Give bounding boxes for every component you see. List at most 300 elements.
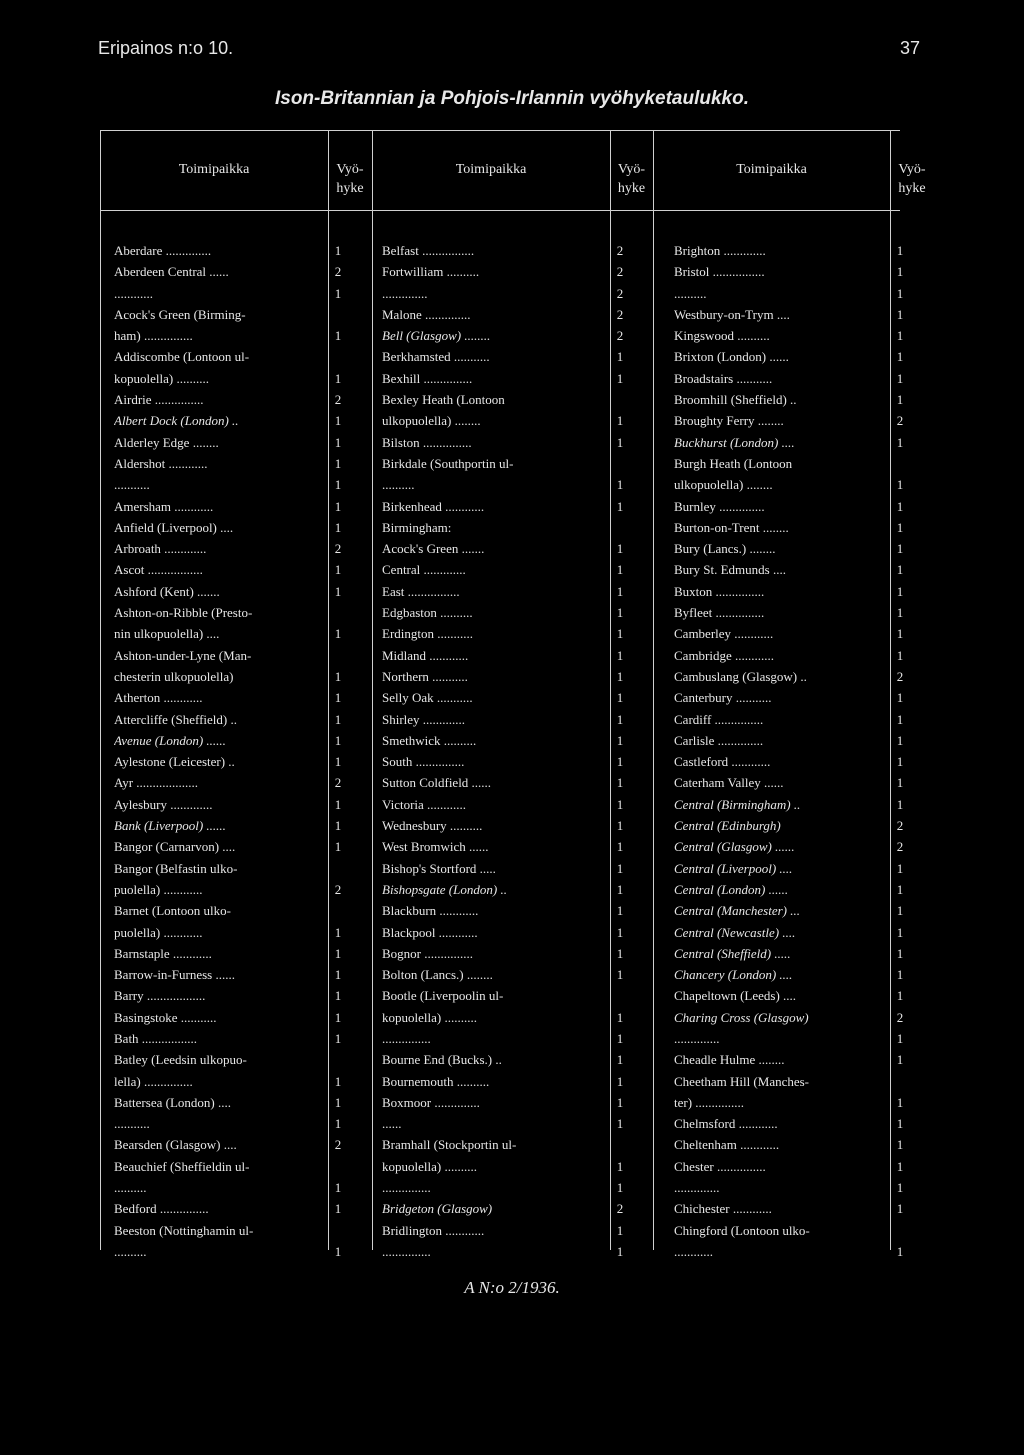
zone-value: 1 (334, 668, 342, 684)
zone-value: 1 (334, 1243, 342, 1259)
zone-value: 1 (896, 988, 904, 1004)
zone-value: 1 (896, 690, 904, 706)
place-name: Bramhall (Stockportin ul- (382, 1137, 517, 1153)
place-name: Northern ........... (382, 668, 468, 684)
zone-value: 1 (334, 1094, 342, 1110)
table-row (674, 261, 924, 282)
zone-value: 1 (616, 370, 624, 386)
table-row (382, 858, 648, 879)
place-name: Shirley ............. (382, 711, 466, 727)
zone-value: 1 (616, 903, 624, 919)
place-name: Brighton ............. (674, 243, 766, 258)
place-name: South ............... (382, 754, 465, 770)
table-row (674, 1092, 924, 1113)
zone-value: 1 (896, 711, 904, 727)
place-name: Batley (Leedsin ulkopuo- (114, 1052, 247, 1068)
table-row (114, 623, 366, 644)
table-row (674, 815, 924, 836)
column-header-place-2: Toimipaikka (455, 162, 527, 177)
place-name: Bexley Heath (Lontoon (382, 392, 505, 408)
page-number: 37 (899, 38, 920, 58)
place-name: Edgbaston .......... (382, 605, 473, 621)
place-name: East ................ (382, 583, 460, 599)
table-row (114, 730, 366, 751)
table-row (382, 602, 648, 623)
table-row (382, 709, 648, 730)
zone-value: 1 (616, 775, 624, 791)
place-name: kopuolella) .......... (382, 1009, 477, 1025)
zone-value: 1 (334, 1201, 342, 1217)
place-name: Chapeltown (Leeds) .... (674, 988, 797, 1004)
zone-value: 1 (896, 519, 904, 535)
zone-value: 1 (896, 583, 904, 599)
place-name: Bishop's Stortford ..... (382, 860, 496, 876)
table-row (382, 325, 648, 346)
table-row (382, 900, 648, 921)
table-row (382, 1049, 648, 1070)
place-name: Central ............. (382, 562, 466, 578)
place-name: Barry .................. (114, 988, 206, 1004)
place-name: Bolton (Lancs.) ........ (382, 967, 493, 983)
zone-value: 1 (334, 562, 342, 578)
table-row (382, 666, 648, 687)
zone-value: 1 (896, 434, 904, 450)
table-row (382, 1134, 648, 1155)
table-row (674, 1177, 924, 1198)
column-header-place-3: Toimipaikka (736, 162, 807, 177)
table-row (674, 581, 924, 602)
table-row (114, 1113, 366, 1134)
place-name: Addiscombe (Lontoon ul- (114, 349, 250, 365)
zone-value: 1 (896, 605, 904, 621)
table-row (382, 985, 648, 1006)
table-row (382, 538, 648, 559)
zone-value: 1 (616, 818, 624, 834)
zone-value: 1 (616, 1158, 624, 1174)
place-name: Alderley Edge ........ (114, 434, 219, 450)
zone-value: 1 (334, 988, 342, 1004)
zone-value: 1 (896, 1137, 904, 1153)
place-name: Acock's Green ....... (382, 541, 485, 557)
place-name: Cheadle Hulme ........ (674, 1052, 785, 1068)
table-row (674, 709, 924, 730)
table-row (114, 1028, 366, 1049)
zone-value: 1 (334, 519, 342, 535)
place-name: Bangor (Belfastin ulko- (114, 860, 238, 876)
zone-value: 1 (616, 668, 624, 684)
column-header-zone-1: Vyö- hyke (336, 162, 364, 196)
column-header-zone-3: Vyö- hyke (898, 162, 926, 196)
table-row (114, 794, 366, 815)
zone-value: 1 (896, 392, 904, 408)
place-name: Buckhurst (London) .... (674, 434, 795, 450)
zone-value: 1 (896, 1201, 904, 1217)
table-row (114, 1049, 366, 1070)
zone-value: 2 (896, 668, 904, 684)
place-name: Ashton-under-Lyne (Man- (114, 647, 252, 663)
place-name: Cheetham Hill (Manches- (674, 1073, 810, 1089)
table-row (382, 794, 648, 815)
zone-value: 1 (896, 285, 904, 301)
zone-value: 1 (896, 370, 904, 386)
zone-value: 1 (334, 455, 342, 471)
zone-value: 1 (616, 690, 624, 706)
table-row (114, 985, 366, 1006)
zone-value: 1 (616, 967, 624, 983)
place-name: Battersea (London) .... (114, 1094, 231, 1110)
table-row (674, 900, 924, 921)
column-3 (674, 240, 924, 1262)
zone-value: 2 (334, 541, 342, 557)
table-row (382, 389, 648, 410)
zone-value: 1 (896, 647, 904, 663)
zone-value: 1 (334, 498, 342, 514)
place-name: Broomhill (Sheffield) .. (674, 392, 797, 408)
zone-value: 1 (896, 945, 904, 961)
zone-value: 1 (896, 477, 904, 493)
zone-value: 1 (616, 562, 624, 578)
place-name: West Bromwich ...... (382, 839, 489, 855)
place-name: Arbroath ............. (114, 541, 207, 557)
table-row (382, 943, 648, 964)
zone-value: 1 (896, 1052, 904, 1068)
place-name: Birkdale (Southportin ul- (382, 455, 514, 471)
place-name: Burnley .............. (674, 498, 765, 514)
place-name: Anfield (Liverpool) .... (114, 519, 234, 535)
zone-value: 1 (616, 1030, 624, 1046)
table-row (674, 496, 924, 517)
table-row (382, 368, 648, 389)
place-name: Central (Glasgow) ...... (674, 839, 795, 855)
place-name: ............... (382, 1243, 431, 1259)
place-name: Sutton Coldfield ...... (382, 775, 492, 791)
table-row (114, 346, 366, 367)
place-name: ............ (114, 285, 153, 301)
place-name: ulkopuolella) ........ (674, 477, 773, 493)
place-name: Central (London) ...... (674, 881, 789, 897)
place-name: Central (Sheffield) ..... (674, 945, 791, 961)
column-2 (382, 240, 648, 1262)
zone-value: 1 (616, 498, 624, 514)
zone-value: 1 (616, 924, 624, 940)
table-row (674, 346, 924, 367)
table-row (674, 858, 924, 879)
zone-value: 2 (616, 1201, 624, 1217)
place-name: .......... (382, 477, 415, 493)
zone-value: 2 (334, 264, 342, 280)
zone-value: 1 (616, 1180, 624, 1196)
page-title: Ison-Britannian ja Pohjois-Irlannin vyöhyketaulukko. (274, 88, 750, 109)
place-name: .......... (114, 1243, 147, 1259)
place-name: Cambridge ............ (674, 647, 775, 663)
place-name: kopuolella) .......... (382, 1158, 477, 1174)
table-row (114, 517, 366, 538)
table-row (114, 772, 366, 793)
place-name: Aberdeen Central ...... (114, 264, 229, 280)
table-row (382, 1028, 648, 1049)
table-row (114, 1241, 366, 1262)
place-name: Amersham ............ (114, 498, 214, 514)
zone-value: 1 (334, 711, 342, 727)
place-name: Bristol ................ (674, 264, 765, 280)
place-name: Albert Dock (London) .. (114, 413, 239, 429)
column-1 (114, 240, 366, 1262)
table-row (114, 1220, 366, 1241)
zone-value: 1 (334, 626, 342, 642)
zone-value: 1 (896, 775, 904, 791)
table-row (674, 794, 924, 815)
zone-value: 1 (896, 562, 904, 578)
place-name: nin ulkopuolella) .... (114, 626, 220, 642)
table-row (382, 304, 648, 325)
place-name: Bury (Lancs.) ........ (674, 541, 776, 557)
zone-value: 1 (616, 626, 624, 642)
table-row (114, 325, 366, 346)
table-row (114, 538, 366, 559)
place-name: Smethwick .......... (382, 732, 477, 748)
place-name: Erdington ........... (382, 626, 473, 642)
zone-value: 1 (896, 626, 904, 642)
zone-value: 2 (334, 392, 342, 408)
place-name: .......... (674, 285, 707, 301)
place-name: Bangor (Carnarvon) .... (114, 839, 236, 855)
zone-value: 1 (896, 1030, 904, 1046)
place-name: Birmingham: (382, 519, 452, 535)
table-row (114, 815, 366, 836)
zone-value: 1 (616, 647, 624, 663)
table-row (382, 496, 648, 517)
place-name: Fortwilliam .......... (382, 264, 480, 280)
table-row (114, 964, 366, 985)
zone-value: 2 (896, 839, 904, 855)
column-header-zone-2: Vyö- hyke (617, 162, 646, 196)
zone-value: 1 (616, 1116, 624, 1132)
table-row (674, 666, 924, 687)
zone-value: 1 (896, 541, 904, 557)
zone-value: 1 (334, 477, 342, 493)
zone-value: 2 (334, 775, 342, 791)
place-name: .............. (674, 1180, 720, 1196)
place-name: Central (Newcastle) .... (674, 924, 796, 940)
table-row (674, 432, 924, 453)
zone-value: 1 (896, 1158, 904, 1174)
table-row (382, 730, 648, 751)
place-name: Beauchief (Sheffieldin ul- (114, 1158, 250, 1174)
table-row (382, 922, 648, 943)
place-name: Avenue (London) ...... (114, 732, 226, 748)
table-row (382, 240, 648, 261)
table-row (382, 836, 648, 857)
table-row (382, 645, 648, 666)
table-row (674, 1156, 924, 1177)
zone-value: 1 (616, 945, 624, 961)
zone-value: 1 (896, 264, 904, 280)
zone-value: 1 (334, 818, 342, 834)
place-name: .............. (674, 1030, 720, 1046)
table-row (674, 538, 924, 559)
place-name: Broughty Ferry ........ (674, 413, 784, 429)
table-row (114, 709, 366, 730)
place-name: Camberley ............ (674, 626, 774, 642)
table-row (382, 283, 648, 304)
zone-value: 1 (334, 945, 342, 961)
place-name: Aylesbury ............. (114, 796, 213, 812)
place-name: Bognor ............... (382, 945, 473, 961)
zone-value: 1 (334, 328, 342, 344)
zone-value: 1 (896, 1180, 904, 1196)
zone-value: 2 (616, 285, 624, 301)
zone-value: 1 (616, 1222, 624, 1238)
place-name: Canterbury ........... (674, 690, 772, 706)
place-name: Bishopsgate (London) .. (382, 881, 507, 897)
zone-value: 1 (616, 754, 624, 770)
table-row (114, 240, 366, 261)
place-name: Burgh Heath (Lontoon (674, 455, 793, 471)
zone-value: 1 (616, 541, 624, 557)
table-row (382, 474, 648, 495)
place-name: ulkopuolella) ........ (382, 413, 481, 429)
table-row (114, 304, 366, 325)
table-row (382, 1071, 648, 1092)
place-name: .......... (114, 1180, 147, 1196)
place-name: Barnstaple ............ (114, 945, 212, 961)
zone-value: 2 (896, 413, 904, 429)
place-name: Belfast ................ (382, 243, 475, 258)
table-row (674, 1028, 924, 1049)
place-name: Central (Birmingham) .. (674, 796, 801, 812)
place-name: Basingstoke ........... (114, 1009, 217, 1025)
zone-value: 1 (334, 839, 342, 855)
table-row (674, 964, 924, 985)
table-row (382, 1220, 648, 1241)
table-row (674, 645, 924, 666)
table-row (114, 1071, 366, 1092)
table-row (114, 687, 366, 708)
place-name: Atherton ............ (114, 690, 203, 706)
table-row (382, 1113, 648, 1134)
zone-value: 1 (616, 605, 624, 621)
place-name: Victoria ............ (382, 796, 467, 812)
place-name: Bearsden (Glasgow) .... (114, 1137, 237, 1153)
place-name: Ashford (Kent) ....... (114, 583, 220, 599)
column-header-place-1: Toimipaikka (178, 162, 250, 177)
table-row (674, 559, 924, 580)
table-row (382, 517, 648, 538)
table-row (382, 432, 648, 453)
table-row (674, 602, 924, 623)
zone-value: 2 (616, 264, 624, 280)
table-row (114, 368, 366, 389)
zone-value: 1 (616, 1094, 624, 1110)
table-row (674, 1241, 924, 1262)
table-row (382, 581, 648, 602)
table-row (674, 623, 924, 644)
table-row (114, 1092, 366, 1113)
table-row (674, 325, 924, 346)
zone-value: 1 (334, 1073, 342, 1089)
table-row (114, 645, 366, 666)
table-row (114, 922, 366, 943)
place-name: puolella) ............ (114, 924, 203, 940)
place-name: Ascot ................. (114, 562, 203, 578)
table-row (382, 1177, 648, 1198)
table-row (382, 1198, 648, 1219)
zone-value: 2 (616, 306, 624, 322)
table-row (382, 1156, 648, 1177)
place-name: Bridgeton (Glasgow) (382, 1201, 493, 1217)
table-row (674, 836, 924, 857)
table-row (382, 1241, 648, 1262)
place-name: ........... (114, 477, 150, 493)
zone-value: 1 (896, 796, 904, 812)
table-row (114, 432, 366, 453)
place-name: Birkenhead ............ (382, 498, 485, 514)
table-row (382, 964, 648, 985)
place-name: Selly Oak ........... (382, 690, 473, 706)
table-row (674, 1220, 924, 1241)
place-name: ............... (382, 1030, 431, 1046)
table-row (674, 985, 924, 1006)
zone-value: 1 (334, 285, 342, 301)
zone-value: 1 (896, 498, 904, 514)
zone-value: 1 (896, 1243, 904, 1259)
zone-value: 1 (616, 434, 624, 450)
table-row (114, 879, 366, 900)
table-row (674, 1071, 924, 1092)
table-row (382, 772, 648, 793)
zone-value: 1 (334, 583, 342, 599)
zone-value: 2 (616, 243, 624, 258)
place-name: Bilston ............... (382, 434, 472, 450)
place-name: ............ (674, 1243, 713, 1259)
place-name: Ashton-on-Ribble (Presto- (114, 605, 253, 621)
place-name: Aylestone (Leicester) .. (114, 754, 235, 770)
zone-value: 1 (896, 1094, 904, 1110)
table-row (674, 1049, 924, 1070)
table-row (674, 1113, 924, 1134)
zone-value: 1 (334, 967, 342, 983)
table-row (114, 453, 366, 474)
place-name: Airdrie ............... (114, 392, 204, 408)
place-name: ter) ............... (674, 1094, 745, 1110)
place-name: lella) ............... (114, 1073, 193, 1089)
table-row (382, 261, 648, 282)
place-name: Central (Manchester) ... (674, 903, 801, 919)
place-name: ........... (114, 1116, 150, 1132)
table-row (382, 1092, 648, 1113)
table-row (114, 836, 366, 857)
zone-value: 1 (616, 477, 624, 493)
zone-value: 1 (896, 903, 904, 919)
zone-value: 1 (334, 1116, 342, 1132)
table-row (674, 943, 924, 964)
place-name: Westbury-on-Trym .... (674, 306, 790, 322)
place-name: Cardiff ............... (674, 711, 764, 727)
table-row (674, 1134, 924, 1155)
table-row (382, 1007, 648, 1028)
zone-value: 1 (896, 924, 904, 940)
zone-table (100, 130, 926, 1259)
place-name: Burton-on-Trent ........ (674, 519, 789, 535)
document-footer: A N:o 2/1936. (464, 1278, 560, 1297)
table-row (674, 283, 924, 304)
zone-value: 1 (334, 243, 342, 258)
table-row (114, 751, 366, 772)
zone-value: 1 (334, 924, 342, 940)
table-row (382, 879, 648, 900)
zone-value: 2 (896, 818, 904, 834)
table-row (674, 389, 924, 410)
